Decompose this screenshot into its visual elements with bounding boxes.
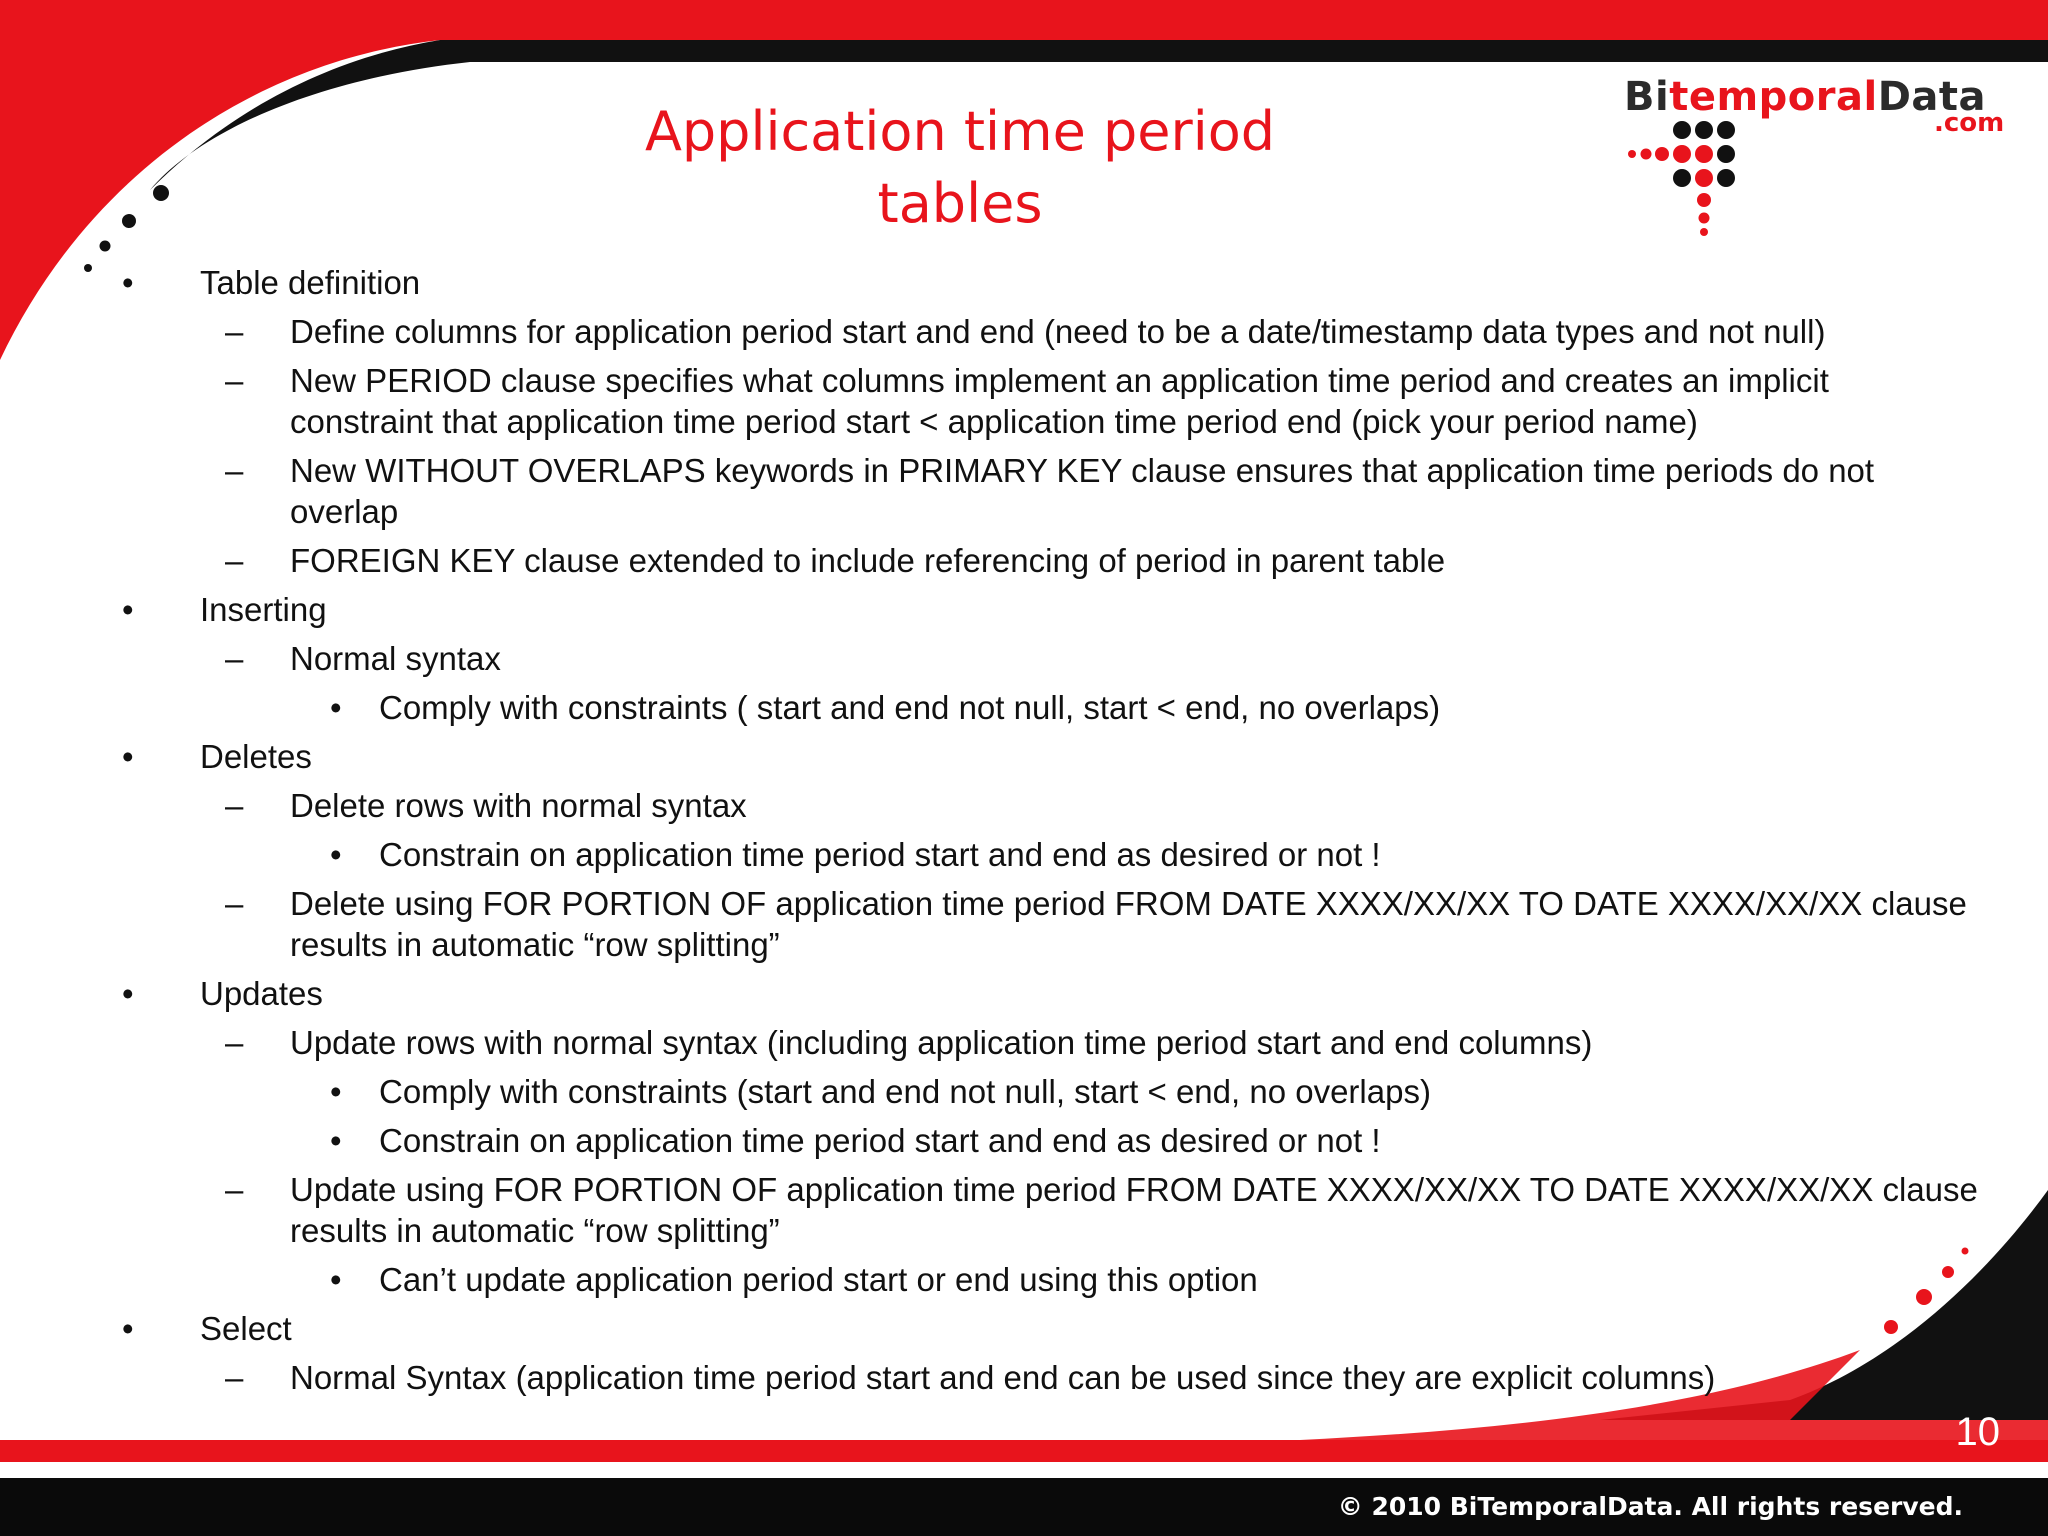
dash-marker: – [225,362,244,399]
outline-item-level-2 [0,883,1980,965]
outline-item-text: Table definition [200,264,421,301]
outline-item-level-2 [0,540,1980,581]
outline-item-level-2 [0,785,1980,826]
outline-item-level-1 [0,1308,1980,1349]
bullet-marker: • [330,1073,342,1110]
outline-item-level-3 [0,687,1980,728]
bitemporaldata-logo [1620,72,2020,262]
dash-marker: – [225,640,244,677]
bullet-marker: • [330,836,342,873]
outline-item-text: Normal Syntax (application time period start and end can be used since they are explicit columns) [290,1359,1716,1396]
outline-item-text: Inserting [200,591,327,628]
outline-item-level-2 [0,1022,1980,1063]
outline-item-level-3 [0,834,1980,875]
outline-item-text: Constrain on application time period start and end as desired or not ! [379,836,1381,873]
dash-marker: – [225,1171,244,1208]
outline-item-text: Delete rows with normal syntax [290,787,747,824]
bullet-marker: • [122,738,134,775]
bullet-marker: • [122,1310,134,1347]
outline-item-text: Comply with constraints (start and end not null, start < end, no overlaps) [379,1073,1431,1110]
outline-item-level-3 [0,1259,1980,1300]
dash-marker: – [225,452,244,489]
outline-item-text: Update using FOR PORTION OF application time period FROM DATE XXXX/XX/XX TO DATE XXXX/XX/XX clause results in automatic “row splitting” [290,1171,1978,1249]
outline-item-level-2 [0,1169,1980,1251]
dash-marker: – [225,885,244,922]
outline-item-text: Update rows with normal syntax (including application time period start and end columns) [290,1024,1593,1061]
bullet-marker: • [330,689,342,726]
outline-item-text: FOREIGN KEY clause extended to include referencing of period in parent table [290,542,1446,579]
logo-dot-grid-icon [1620,116,1760,276]
slide-title: Application time period tables [644,100,1276,235]
bullet-marker: • [122,591,134,628]
outline-item-level-1 [0,589,1980,630]
logo-text-temporal: temporal [1669,74,1878,120]
outline-item-level-2 [0,638,1980,679]
dash-marker: – [225,787,244,824]
outline-item-text: Can’t update application period start or end using this option [379,1261,1258,1298]
logo-suffix: .com [1934,108,2005,138]
dash-marker: – [225,542,244,579]
outline-item-text: Select [200,1310,292,1347]
outline-item-level-3 [0,1120,1980,1161]
outline-item-level-2 [0,1357,1980,1398]
bullet-marker: • [122,975,134,1012]
outline-item-text: Delete using FOR PORTION OF application time period FROM DATE XXXX/XX/XX TO DATE XXXX/XX/XX clause results in automatic “row splitting” [290,885,1967,963]
outline-item-text: Comply with constraints ( start and end not null, start < end, no overlaps) [379,689,1441,726]
outline-item-text: Deletes [200,738,312,775]
bullet-marker: • [330,1122,342,1159]
bullet-marker: • [122,264,134,301]
outline-item-level-1 [0,262,1980,303]
dash-marker: – [225,1024,244,1061]
logo-text-data: Data [1877,74,1986,120]
logo-text-bi: Bi [1624,74,1670,120]
outline-item-text: Normal syntax [290,640,501,677]
dash-marker: – [225,313,244,350]
outline-item-text: New PERIOD clause specifies what columns implement an application time period and creates an implicit constraint that application time period start < application time period end (pick your period name) [290,362,1829,440]
slide-outline [0,262,1980,1398]
outline-item-text: New WITHOUT OVERLAPS keywords in PRIMARY KEY clause ensures that application time periods do not overlap [290,452,1875,530]
logo-wordmark [1624,72,1986,122]
bullet-marker: • [330,1261,342,1298]
dash-marker: – [225,1359,244,1396]
outline-item-level-1 [0,973,1980,1014]
outline-item-level-2 [0,311,1980,352]
outline-item-level-2 [0,450,1980,532]
copyright-notice: © 2010 BiTemporalData. All rights reserved. [1337,1492,1963,1521]
outline-item-text: Updates [200,975,323,1012]
outline-item-text: Constrain on application time period start and end as desired or not ! [379,1122,1381,1159]
slide-number: 10 [1955,1410,2000,1454]
outline-item-level-1 [0,736,1980,777]
outline-item-level-2 [0,360,1980,442]
outline-item-level-3 [0,1071,1980,1112]
outline-item-text: Define columns for application period start and end (need to be a date/timestamp data types and not null) [290,313,1826,350]
